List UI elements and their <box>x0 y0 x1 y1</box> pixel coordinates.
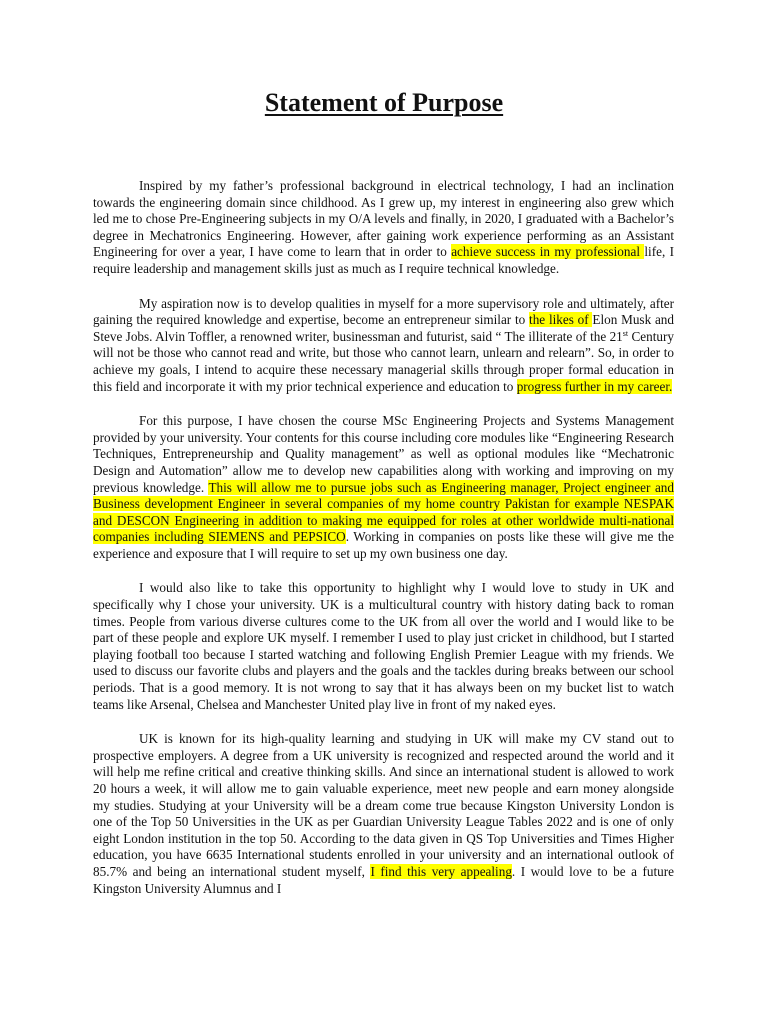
paragraph-text: . I would love to be a future Kingston University Alumnus and I <box>93 863 674 896</box>
paragraph-2 <box>93 296 674 396</box>
page-title: Statement of Purpose <box>264 88 504 117</box>
paragraph-text: Inspired by my father’s professional background in electrical technology, I had an inclination towards the engineering domain since childhood. As I grew up, my interest in engineering also grew which led me to chose Pre-Engineering subjects in my O/A levels and finally, in 2020, I graduated with a Bachelor’s degree in Mechatronics Engineering. However, after gaining work experience performing as an Assistant Engineering for over a year, I have come to learn that in order to <box>93 178 674 260</box>
paragraph-text: . Working in companies on posts like these will give me the experience and exposure that I will require to set up my own business one day. <box>93 529 674 561</box>
highlighted-text: This will allow me to pursue jobs such as Engineering manager, Project engineer and Business development Engineer in several companies of my home country Pakistan for example NESPAK and DESCON Engineering in addition to making me equipped for roles at other worldwide multi-national companies including SIEMENS and PEPSICO <box>93 479 674 545</box>
paragraph-text: My aspiration now is to develop qualities in myself for a more supervisory role and ultimately, after gaining the required knowledge and expertise, become an entrepreneur similar to <box>93 295 674 328</box>
highlighted-text: progress further in my career. <box>516 378 673 394</box>
paragraph-text: life, I require leadership and management skills just as much as I require technical knowledge. <box>93 244 674 276</box>
paragraph-text: UK is known for its high-quality learning and studying in UK will make my CV stand out to prospective employers. A degree from a UK university is recognized and respected around the world and it will help me refine critical and creative thinking skills. And since an international student is allowed to work 20 hours a week, it will allow me to gain valuable experience, meet new people and earn money alongside my studies. Studying at your University will be a dream come true because Kingston University London is one of the Top 50 Universities in the UK as per Guardian University League Tables 2022 and is one of only eight London institution in the top 50. According to the data given in QS Top Universities and Times Higher education, you have 6635 International students enrolled in your university and an international outlook of 85.7% and being an international student myself, <box>93 731 674 879</box>
paragraph-text: For this purpose, I have chosen the course MSc Engineering Projects and Systems Management provided by your university. Your contents for this course including core modules like “Engineering Research Techniques, Entrepreneurship and Quality management” as well as optional modules like “Mechatronic Design and Automation” allow me to develop new capabilities along with working and improving on my previous knowledge. <box>93 413 674 495</box>
highlighted-text: achieve success in my professional <box>451 244 645 260</box>
paragraph-text: Century will not be those who cannot read and write, but those who cannot learn, unlearn and relearn”. So, in order to achieve my goals, I intend to acquire these necessary managerial skills through proper formal education in this field and incorporate it with my prior technical experience and education to <box>93 328 674 394</box>
paragraph-text: Elon Musk and Steve Jobs. Alvin Toffler, a renowned writer, businessman and futurist, said “ The illiterate of the 21 <box>93 312 674 344</box>
paragraph-1 <box>93 178 674 278</box>
paragraph-3 <box>93 413 674 562</box>
paragraph-text: I would also like to take this opportunity to highlight why I would love to study in UK and specifically why I chose your university. UK is a multicultural country with history dating back to roman times. People from various diverse cultures come to the UK from all over the world and I would like to be part of these people and explore UK myself. I remember I used to play just cricket in childhood, but I started playing football too because I started watching and following English Premier League with my friends. We used to discuss our favorite clubs and players and the goals and the tackles during breaks between our school periods. That is a good memory. It is not wrong to say that it has always been on my bucket list to watch teams like Arsenal, Chelsea and Manchester United play live in front of my naked eyes. <box>93 580 674 712</box>
highlighted-text: I find this very appealing <box>370 863 512 879</box>
paragraph-4 <box>93 580 674 713</box>
paragraph-5 <box>93 731 674 897</box>
highlighted-text: the likes of <box>529 312 593 328</box>
superscript-text: st <box>622 328 629 338</box>
document-body <box>93 178 674 915</box>
